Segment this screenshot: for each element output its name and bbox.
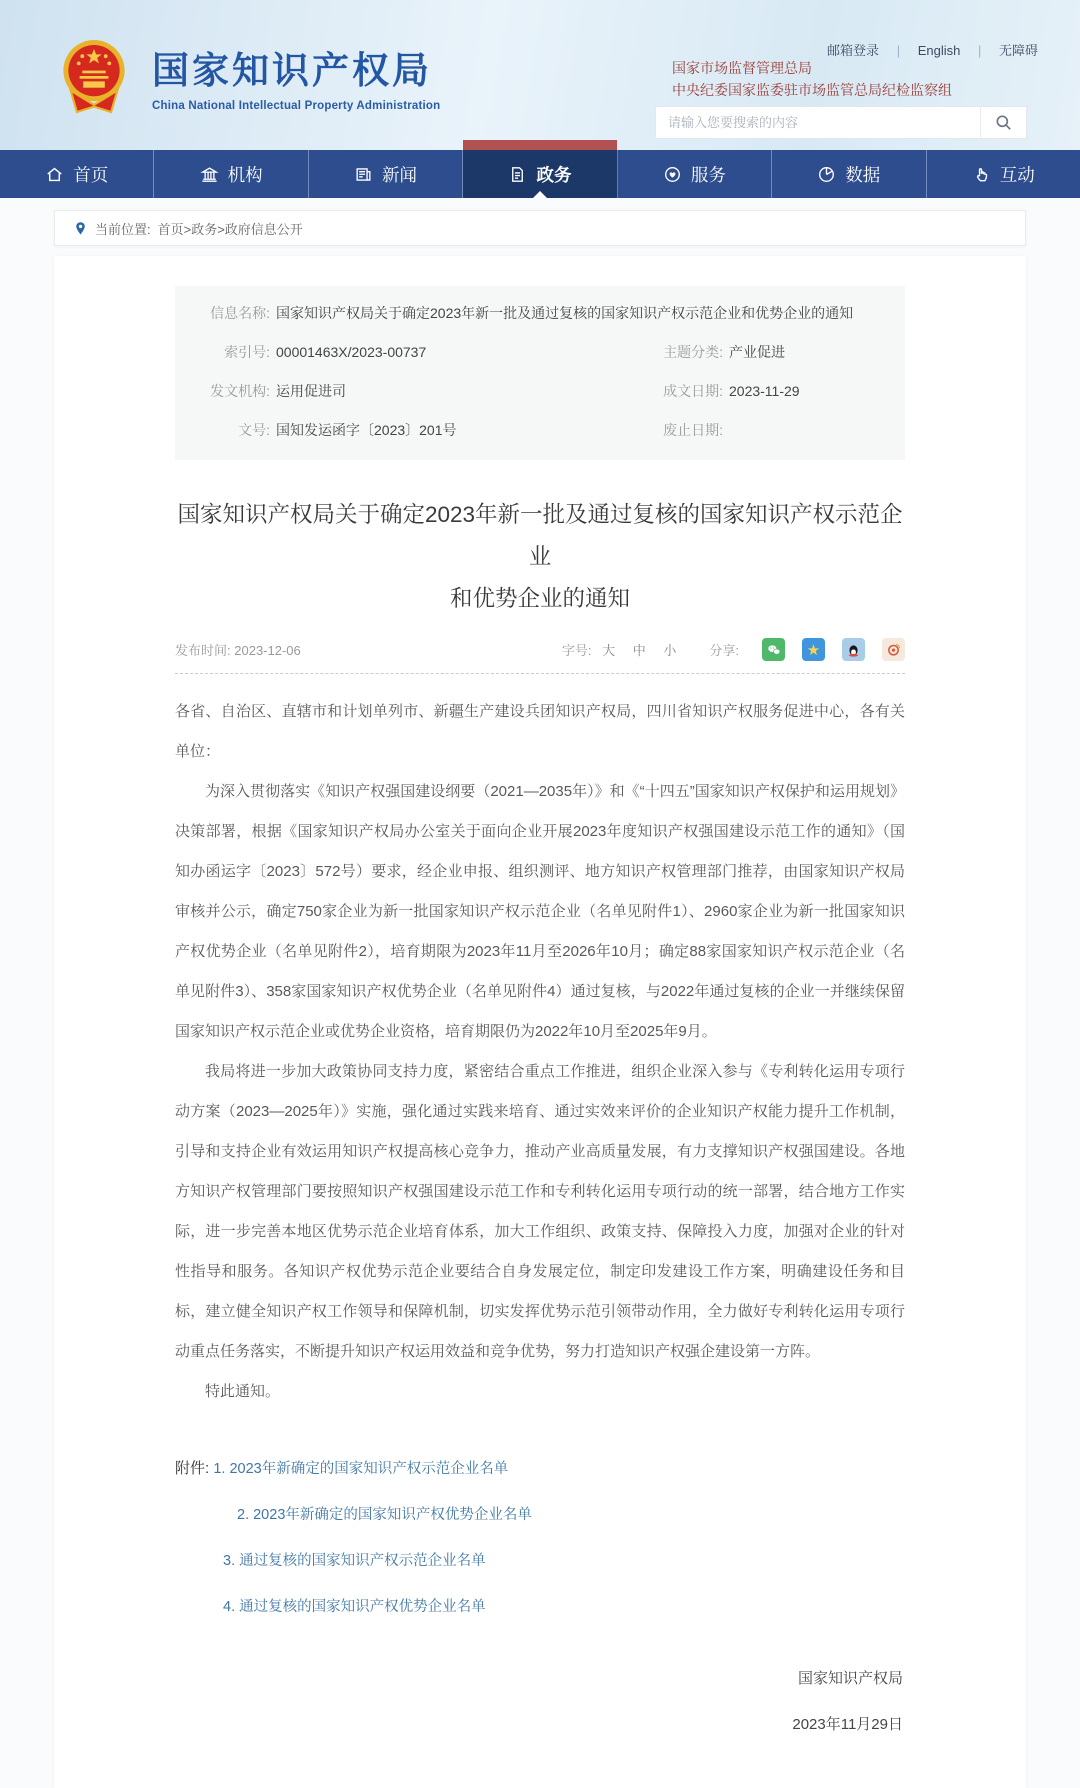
search-button[interactable] <box>980 107 1026 138</box>
search-icon <box>994 113 1014 133</box>
news-icon <box>354 165 373 184</box>
attachment-link-3[interactable]: 3. 通过复核的国家知识产权示范企业名单 <box>223 1553 486 1569</box>
main-nav <box>0 150 1080 198</box>
samr-link[interactable]: 国家市场监督管理总局 <box>672 60 812 76</box>
site-header <box>0 0 1080 150</box>
breadcrumb <box>54 210 1026 246</box>
attachment-link-4[interactable]: 4. 通过复核的国家知识产权优势企业名单 <box>223 1599 486 1615</box>
salutation: 各省、自治区、直辖市和计划单列市、新疆生产建设兵团知识产权局，四川省知识产权服务促进中心，各有关单位： <box>175 703 905 760</box>
info-row-agency <box>175 372 905 411</box>
paragraph-1: 为深入贯彻落实《知识产权强国建设纲要（2021—2035年）》和《“十四五”国家知识产权保护和运用规划》决策部署，根据《国家知识产权局办公室关于面向企业开展2023年度知识产权强国建设示范工作的通知》（国知办函运字〔2023〕572号）要求，经企业申报、组织测评、地方知识产权管理部门推荐，由国家知识产权局审核并公示，确定750家企业为新一批国家知识产权示范企业（名单见附件1）、2960家企业为新一批国家知识产权优势企业（名单见附件2），培育期限为2023年11月至2026年10月；确定88家国家知识产权示范企业（名单见附件3）、358家国家知识产权优势企业（名单见附件4）通过复核，与2022年通过复核的企业一并继续保留国家知识产权示范企业或优势企业资格，培育期限仍为2022年10月至2025年9月。 <box>175 783 905 1040</box>
info-label: 主题分类: <box>663 344 723 360</box>
info-value-agency: 运用促进司 <box>276 383 346 399</box>
publish-time-value: 2023-12-06 <box>234 643 301 658</box>
site-title: 国家知识产权局 <box>152 50 432 91</box>
nav-item-data[interactable] <box>772 150 926 198</box>
nav-label: 服务 <box>690 164 726 185</box>
location-pin-icon <box>73 221 88 236</box>
national-emblem-icon <box>58 36 130 116</box>
attachment-link-1[interactable]: 1. 2023年新确定的国家知识产权示范企业名单 <box>213 1461 509 1477</box>
qzone-share-icon[interactable]: ★ <box>802 638 825 661</box>
info-value-docno: 国知发运函字〔2023〕201号 <box>276 422 457 438</box>
paragraph-2: 我局将进一步加大政策协同支持力度，紧密结合重点工作推进，组织企业深入参与《专利转化运用专项行动方案（2023—2025年）》实施，强化通过实践来培育、通过实效来评价的企业知识产权能力提升工作机制，引导和支持企业有效运用知识产权提高核心竞争力，推动产业高质量发展，有力支撑知识产权强国建设。各地方知识产权管理部门要按照知识产权强国建设示范工作和专利转化运用专项行动的统一部署，结合地方工作实际，进一步完善本地区优势示范企业培育体系，加大工作组织、政策支持、保障投入力度，加强对企业的针对性指导和服务。各知识产权优势示范企业要结合自身发展定位，制定印发建设工作方案，明确建设任务和目标，建立健全知识产权工作领导和保障机制，切实发挥优势示范引领带动作用，全力做好专利转化运用专项行动重点任务落实，不断提升知识产权运用效益和竞争优势，努力打造知识产权强企建设第一方阵。 <box>175 1063 905 1360</box>
attachment-row <box>175 1538 905 1584</box>
info-label: 废止日期: <box>663 422 723 438</box>
share-buttons <box>745 638 905 661</box>
info-label: 文号: <box>238 422 270 438</box>
font-size-label: 字号: <box>561 643 592 658</box>
font-size-small-button[interactable]: 小 <box>663 643 677 658</box>
info-value-date: 2023-11-29 <box>729 383 800 399</box>
attachment-row <box>175 1584 905 1630</box>
divider <box>175 673 905 674</box>
nav-item-home[interactable] <box>0 150 154 198</box>
nav-item-interact[interactable] <box>927 150 1080 198</box>
nav-item-news[interactable] <box>309 150 463 198</box>
nav-label: 互动 <box>999 164 1035 185</box>
weibo-eye-icon <box>886 642 901 657</box>
article-body <box>175 692 905 1412</box>
attachment-row <box>175 1492 905 1538</box>
signature-block <box>175 1656 905 1748</box>
pie-chart-icon <box>817 165 836 184</box>
nav-item-org[interactable] <box>154 150 308 198</box>
share-label: 分享: <box>709 643 739 658</box>
site-title-en: China National Intellectual Property Administration <box>152 100 441 112</box>
qq-share-icon[interactable] <box>842 638 865 661</box>
nav-item-service[interactable] <box>618 150 772 198</box>
weibo-share-icon[interactable] <box>882 638 905 661</box>
publish-time <box>175 640 301 659</box>
info-row-name <box>175 294 905 333</box>
paragraph-3: 特此通知。 <box>205 1383 281 1400</box>
qq-penguin-icon <box>846 642 861 658</box>
info-row-index <box>175 333 905 372</box>
font-size-large-button[interactable]: 大 <box>602 643 616 658</box>
info-label: 信息名称: <box>210 305 270 321</box>
sign-date: 2023年11月29日 <box>792 1716 903 1733</box>
article-title-line2: 和优势企业的通知 <box>449 586 630 611</box>
info-row-docno <box>175 411 905 450</box>
font-size-medium-button[interactable]: 中 <box>632 643 646 658</box>
attachment-row <box>175 1446 905 1492</box>
attachments-label: 附件: <box>175 1460 210 1477</box>
nav-item-gov-affairs[interactable] <box>463 150 617 198</box>
info-value-index: 00001463X/2023-00737 <box>276 344 427 360</box>
nav-label: 机构 <box>227 164 263 185</box>
breadcrumb-label: 当前位置: <box>95 221 151 237</box>
article-title-line1: 国家知识产权局关于确定2023年新一批及通过复核的国家知识产权示范企业 <box>177 502 903 569</box>
attachment-link-2[interactable]: 2. 2023年新确定的国家知识产权优势企业名单 <box>237 1507 532 1523</box>
discipline-inspection-link[interactable]: 中央纪委国家监委驻市场监管总局纪检监察组 <box>672 82 952 98</box>
document-icon <box>508 165 527 184</box>
publish-time-label: 发布时间: <box>175 643 231 658</box>
english-link[interactable]: English <box>917 43 961 58</box>
nav-label: 新闻 <box>382 164 418 185</box>
article-title <box>175 494 905 620</box>
info-value-topic: 产业促进 <box>729 344 785 360</box>
info-value-name: 国家知识产权局关于确定2023年新一批及通过复核的国家知识产权示范企业和优势企业的通知 <box>276 305 854 321</box>
font-size-control <box>562 640 684 659</box>
attachments-section <box>175 1446 905 1630</box>
divider: | <box>977 43 982 58</box>
site-logo[interactable] <box>58 36 440 116</box>
site-search <box>655 106 1027 139</box>
home-icon <box>45 165 64 184</box>
divider: | <box>896 43 901 58</box>
nav-label: 政务 <box>536 164 572 185</box>
ministry-links <box>672 57 952 101</box>
accessibility-link[interactable]: 无障碍 <box>998 43 1038 58</box>
signer-name: 国家知识产权局 <box>797 1670 903 1687</box>
info-label: 成文日期: <box>663 383 723 399</box>
nav-label: 数据 <box>845 164 881 185</box>
service-heart-icon <box>663 165 682 184</box>
wechat-share-icon[interactable] <box>762 638 785 661</box>
document-info-table <box>175 286 905 460</box>
search-input[interactable] <box>656 115 980 130</box>
info-value-repeal <box>723 411 729 450</box>
info-label: 发文机构: <box>210 383 270 399</box>
article-meta <box>175 638 905 661</box>
hand-pointer-icon <box>972 165 991 184</box>
nav-label: 首页 <box>73 164 109 185</box>
info-label: 索引号: <box>224 344 270 360</box>
breadcrumb-path[interactable]: 首页>政务>政府信息公开 <box>157 221 303 237</box>
mail-login-link[interactable]: 邮箱登录 <box>827 43 880 58</box>
main-panel <box>54 256 1026 1788</box>
bank-icon <box>200 165 219 184</box>
wechat-bubbles-icon <box>766 642 782 658</box>
